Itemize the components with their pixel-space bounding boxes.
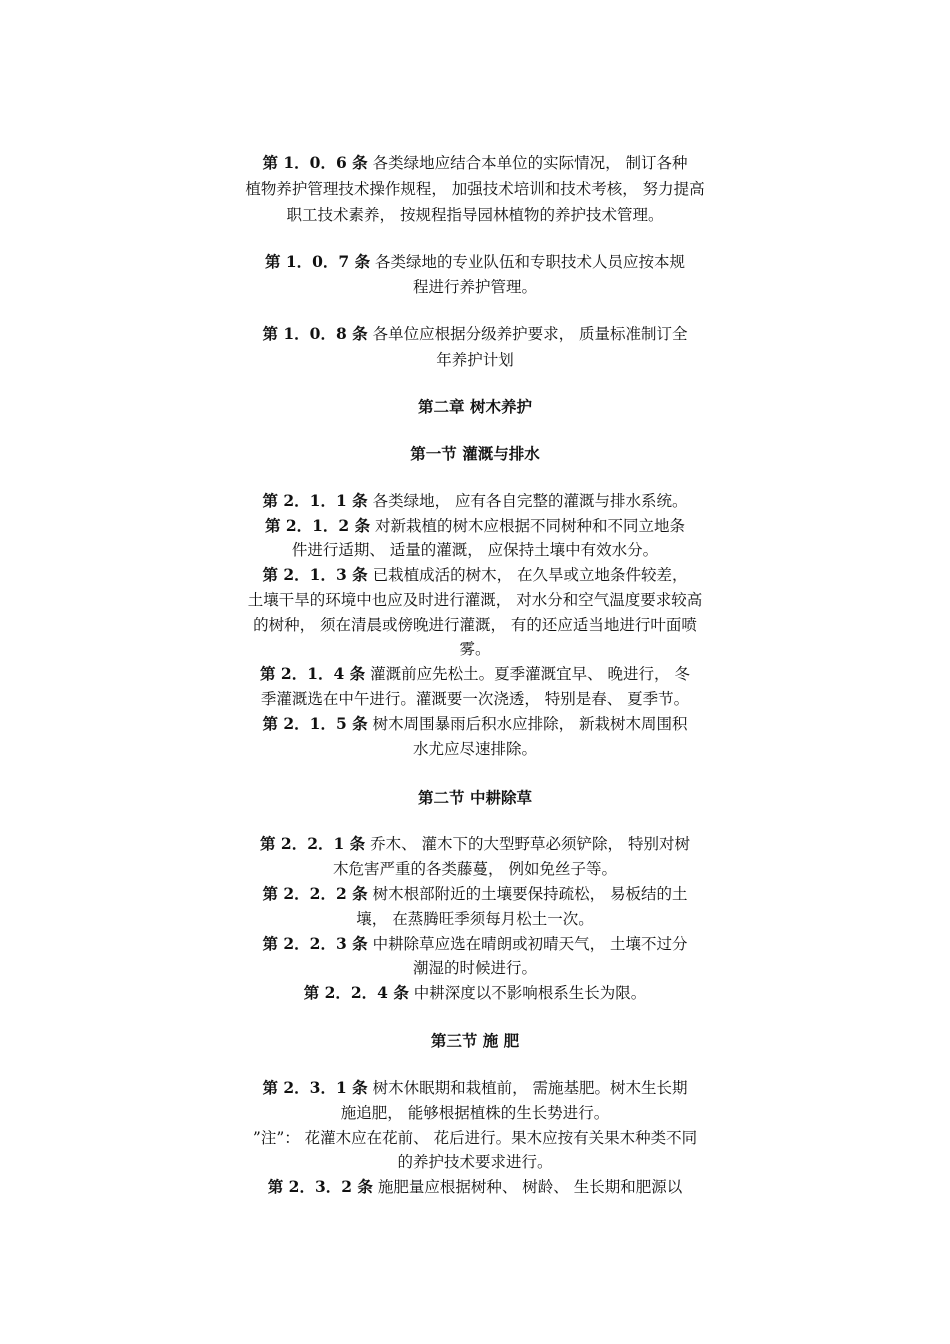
article-2-1-3-line-2: 土壤干旱的环境中也应及时进行灌溉， 对水分和空气温度要求较高 [247,591,703,609]
section-2-heading: 第二节 中耕除草 [418,788,532,807]
article-2-3-2-line-1: 第 2．3．2 条 施肥量应根据树种、 树龄、 生长期和肥源以 [267,1177,683,1196]
article-2-2-1-line-1: 第 2．2．1 条 乔木、 灌木下的大型野草必须铲除， 特别对树 [260,834,690,853]
article-1-0-7-line-1: 第 1．0．7 条 各类绿地的专业队伍和专职技术人员应按本规 [264,252,686,271]
section-3-heading: 第三节 施 肥 [430,1031,520,1050]
article-1-0-6-line-1: 第 1．0．6 条 各类绿地应结合本单位的实际情况， 制订各种 [262,153,688,172]
article-1-0-7-line-2: 程进行养护管理。 [412,278,537,296]
article-2-1-1-line-1: 第 2．1．1 条 各类绿地， 应有各自完整的灌溉与排水系统。 [262,491,688,510]
article-2-2-1-line-2: 木危害严重的各类藤蔓， 例如免丝子等。 [333,860,617,878]
article-1-0-6-line-2: 植物养护管理技术操作规程， 加强技术培训和技术考核， 努力提高 [245,180,705,198]
note-line-2: 的养护技术要求进行。 [397,1153,553,1171]
article-2-2-4-line-1: 第 2．2．4 条 中耕深度以不影响根系生长为限。 [303,983,647,1002]
article-2-3-1-line-2: 施追肥， 能够根据植株的生长势进行。 [340,1104,610,1122]
article-1-0-8-line-2: 年养护计划 [436,351,514,369]
article-2-1-2-line-2: 件进行适期、 适量的灌溉， 应保持土壤中有效水分。 [291,541,659,559]
chapter-2-heading: 第二章 树木养护 [418,397,532,416]
article-2-1-2-line-1: 第 2．1．2 条 对新栽植的树木应根据不同树种和不同立地条 [264,516,686,535]
article-2-1-3-line-4: 雾。 [459,640,491,658]
note-line-1: ”注”： 花灌木应在花前、 花后进行。果木应按有关果木种类不同 [252,1129,698,1147]
section-1-heading: 第一节 灌溉与排水 [410,444,540,463]
article-2-2-3-line-2: 潮湿的时候进行。 [412,959,537,977]
article-2-2-3-line-1: 第 2．2．3 条 中耕除草应选在晴朗或初晴天气， 土壤不过分 [262,934,688,953]
article-2-2-2-line-1: 第 2．2．2 条 树木根部附近的土壤要保持疏松， 易板结的土 [262,884,688,903]
article-2-2-2-line-2: 壤， 在蒸腾旺季须每月松土一次。 [356,910,594,928]
article-2-1-3-line-1: 第 2．1．3 条 已栽植成活的树木， 在久旱或立地条件较差， [262,565,688,584]
article-2-3-1-line-1: 第 2．3．1 条 树木休眠期和栽植前， 需施基肥。树木生长期 [262,1078,688,1097]
article-1-0-8-line-1: 第 1．0．8 条 各单位应根据分级养护要求， 质量标准制订全 [262,324,688,343]
article-2-1-4-line-1: 第 2．1．4 条 灌溉前应先松土。夏季灌溉宜早、 晚进行， 冬 [260,664,690,683]
article-2-1-3-line-3: 的树种， 须在清晨或傍晚进行灌溉， 有的还应适当地进行叶面喷 [253,616,697,634]
article-2-1-5-line-2: 水尤应尽速排除。 [412,740,537,758]
article-2-1-5-line-1: 第 2．1．5 条 树木周围暴雨后积水应排除， 新栽树木周围积 [262,714,688,733]
article-1-0-6-line-3: 职工技术素养， 按规程指导园林植物的养护技术管理。 [286,206,664,224]
article-2-1-4-line-2: 季灌溉选在中午进行。灌溉要一次浇透， 特别是春、 夏季节。 [260,690,690,708]
